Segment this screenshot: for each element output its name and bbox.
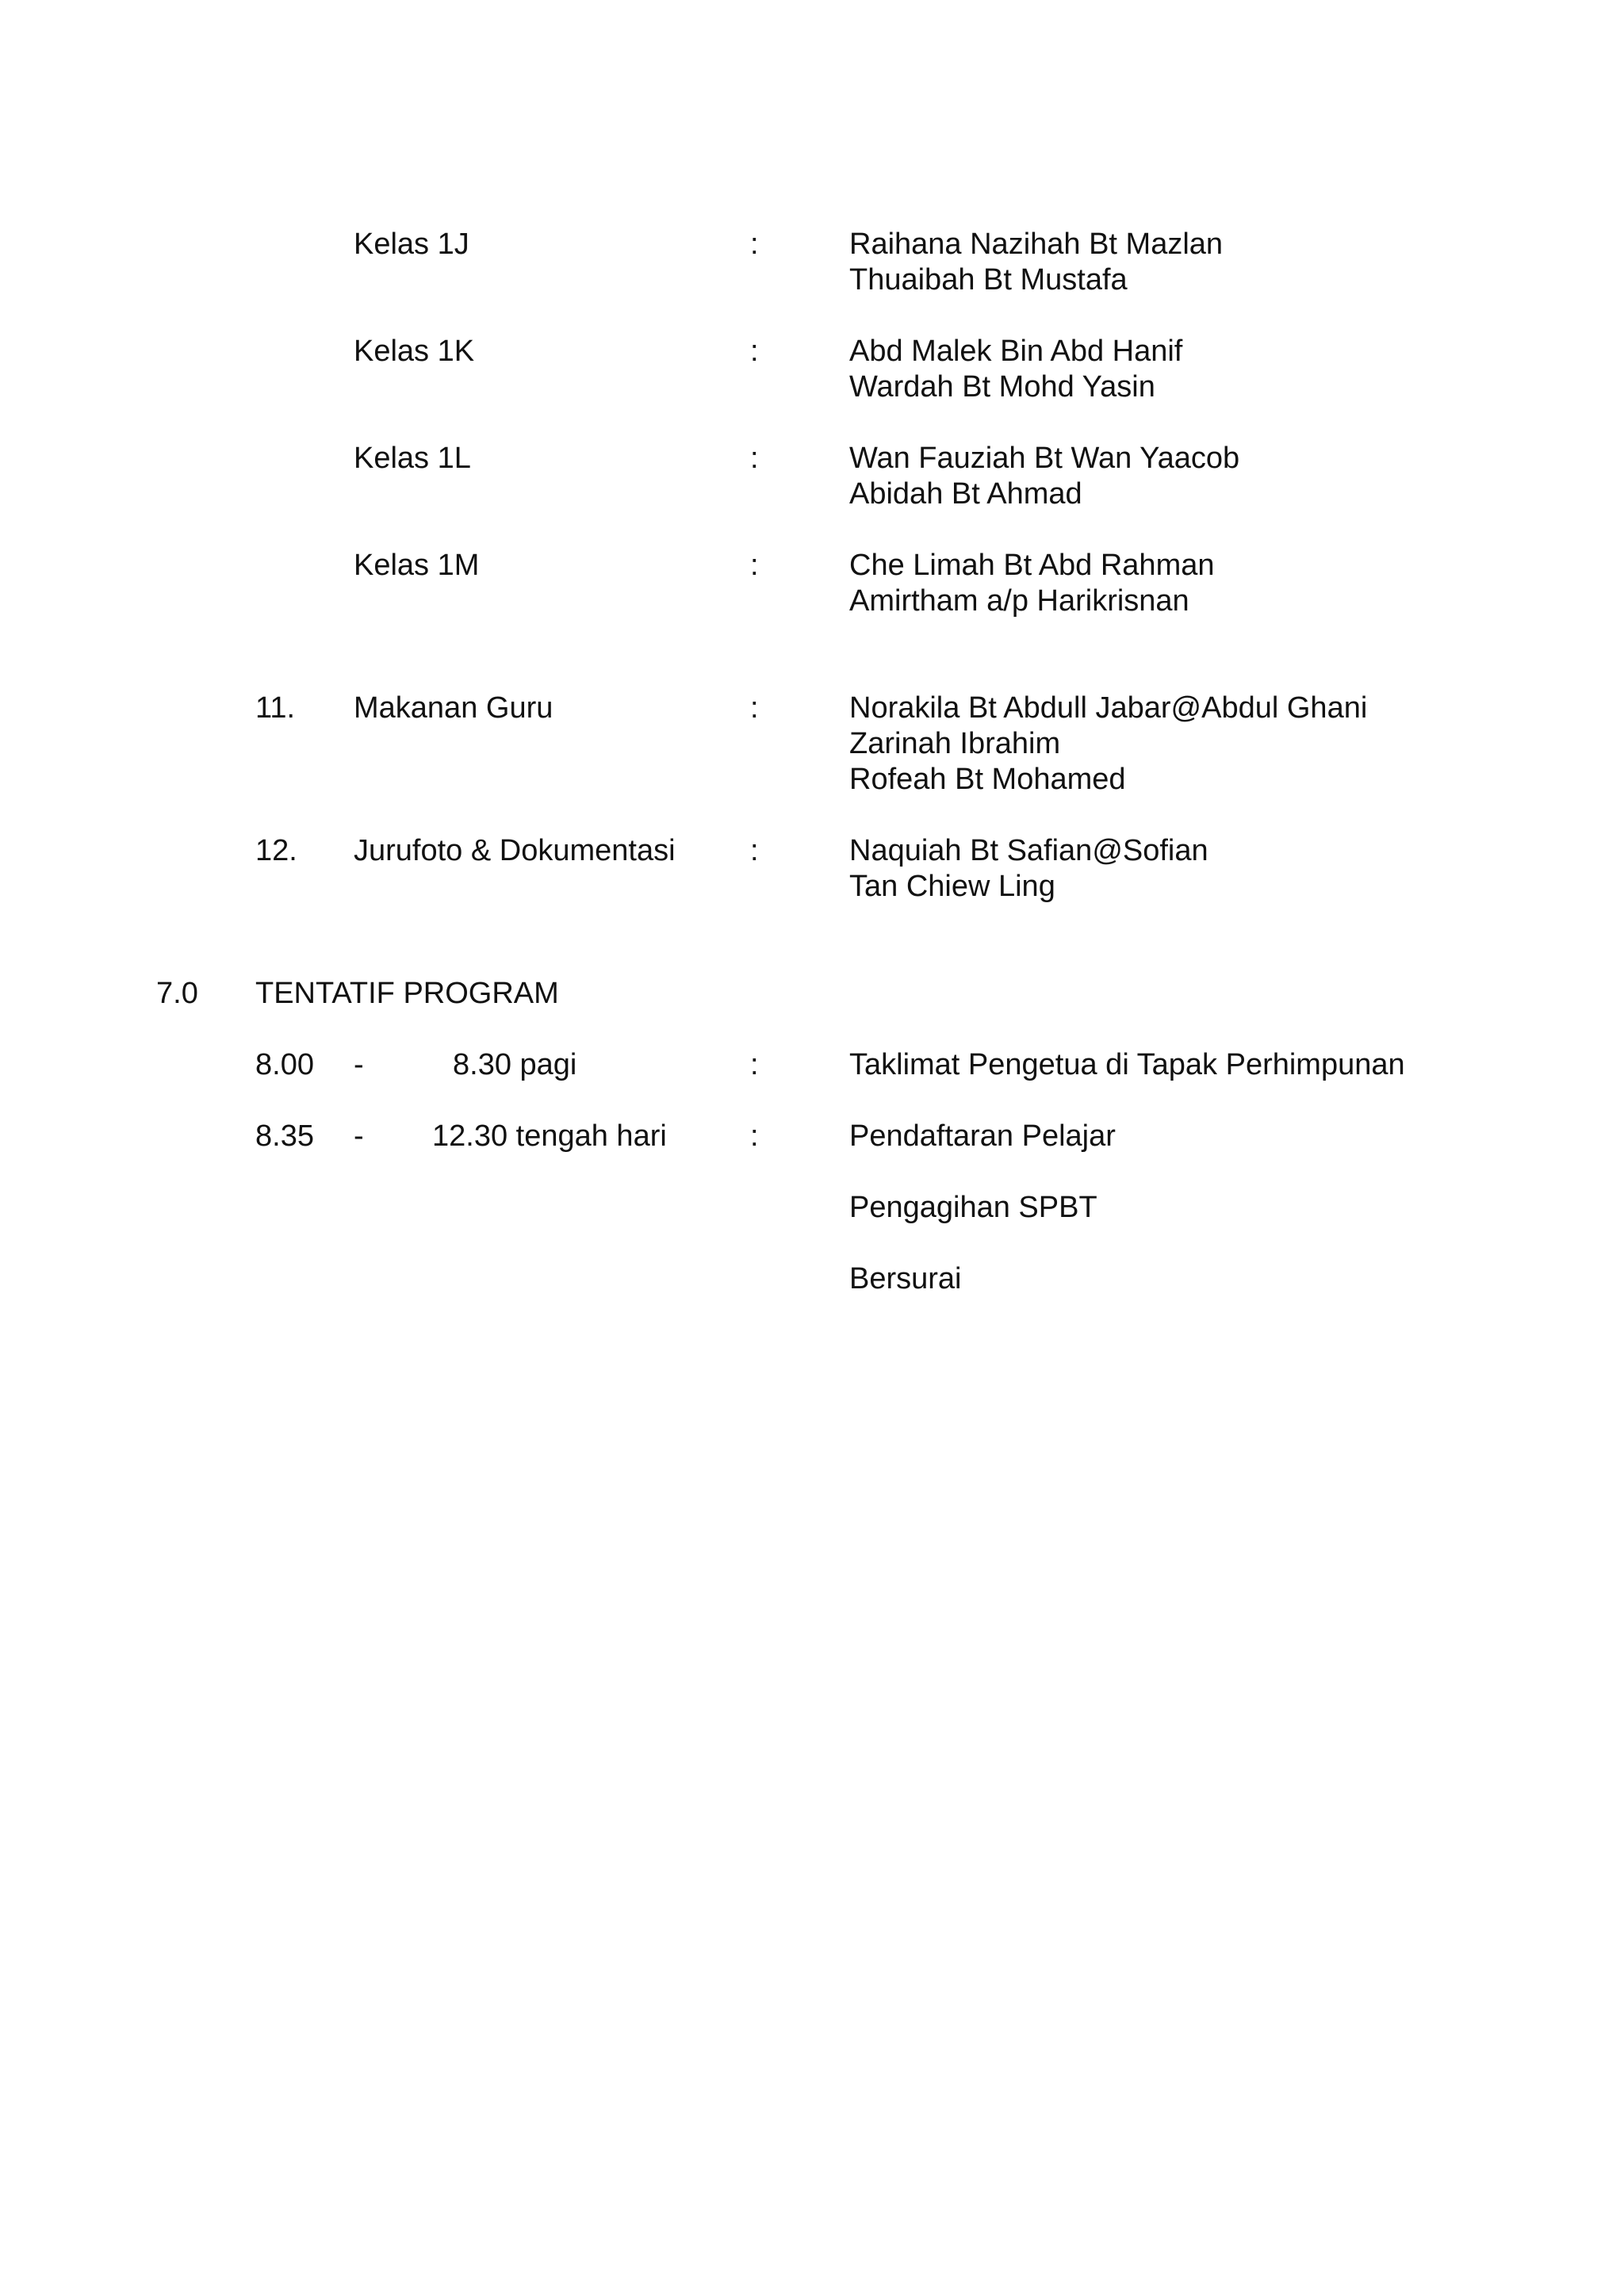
schedule-end-time: 8.30 pagi — [453, 1048, 577, 1081]
teacher-name: Zarinah Ibrahim — [849, 727, 1061, 760]
item-label: Jurufoto & Dokumentasi — [354, 834, 676, 867]
separator-colon: : — [750, 549, 759, 582]
item-label: Makanan Guru — [354, 691, 553, 725]
separator-colon: : — [750, 834, 759, 867]
class-label: Kelas 1M — [354, 549, 480, 582]
separator-colon: : — [750, 335, 759, 368]
item-number: 12. — [255, 834, 297, 867]
separator-colon: : — [750, 442, 759, 475]
teacher-name: Che Limah Bt Abd Rahman — [849, 549, 1215, 582]
schedule-dash: - — [354, 1048, 364, 1081]
teacher-name: Rofeah Bt Mohamed — [849, 763, 1126, 796]
schedule-activity: Bersurai — [849, 1262, 962, 1295]
teacher-name: Amirtham a/p Harikrisnan — [849, 584, 1189, 618]
teacher-name: Raihana Nazihah Bt Mazlan — [849, 228, 1224, 261]
teacher-name: Abidah Bt Ahmad — [849, 477, 1082, 511]
schedule-activity: Pengagihan SPBT — [849, 1191, 1097, 1224]
teacher-name: Norakila Bt Abdull Jabar@Abdul Ghani — [849, 691, 1368, 725]
item-number: 11. — [255, 691, 296, 725]
teacher-name: Naquiah Bt Safian@Sofian — [849, 834, 1208, 867]
schedule-activity: Pendaftaran Pelajar — [849, 1119, 1116, 1153]
schedule-dash: - — [354, 1119, 364, 1153]
teacher-name: Tan Chiew Ling — [849, 870, 1055, 903]
separator-colon: : — [750, 1119, 759, 1153]
class-label: Kelas 1K — [354, 335, 475, 368]
teacher-name: Abd Malek Bin Abd Hanif — [849, 335, 1183, 368]
section-number: 7.0 — [156, 977, 198, 1010]
separator-colon: : — [750, 228, 759, 261]
class-label: Kelas 1L — [354, 442, 471, 475]
class-label: Kelas 1J — [354, 228, 469, 261]
section-heading: TENTATIF PROGRAM — [255, 977, 559, 1010]
separator-colon: : — [750, 691, 759, 725]
separator-colon: : — [750, 1048, 759, 1081]
teacher-name: Wardah Bt Mohd Yasin — [849, 370, 1155, 404]
teacher-name: Wan Fauziah Bt Wan Yaacob — [849, 442, 1240, 475]
schedule-activity: Taklimat Pengetua di Tapak Perhimpunan — [849, 1048, 1405, 1081]
schedule-end-time: 12.30 tengah hari — [432, 1119, 667, 1153]
schedule-start-time: 8.35 — [255, 1119, 314, 1153]
schedule-start-time: 8.00 — [255, 1048, 314, 1081]
teacher-name: Thuaibah Bt Mustafa — [849, 263, 1128, 297]
